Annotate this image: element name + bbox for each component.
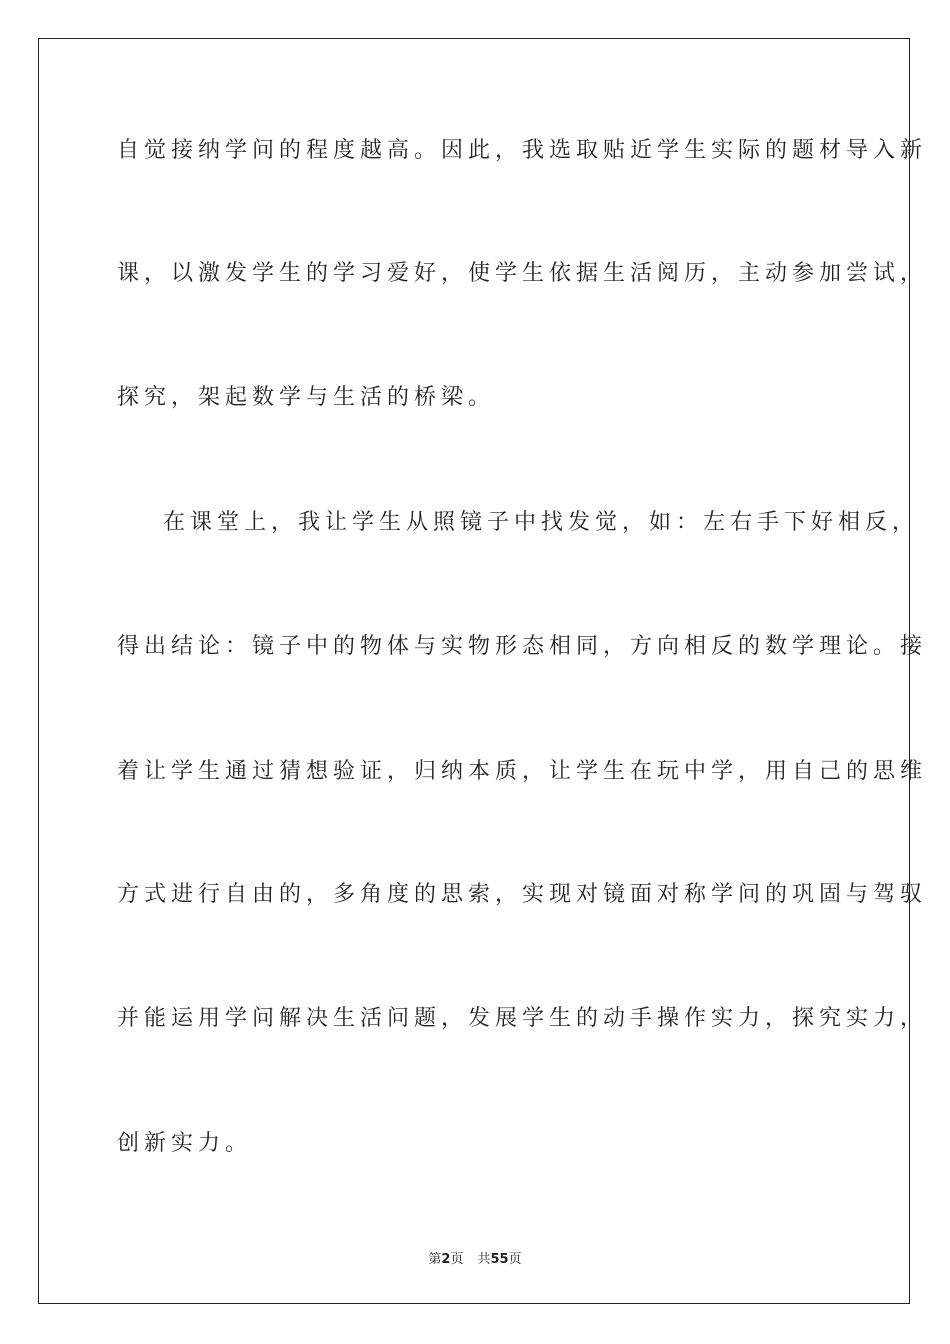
- text-line: 方式进行自由的，多角度的思索，实现对镜面对称学问的巩固与驾驭: [117, 882, 928, 907]
- page-prefix: 第: [428, 1252, 442, 1267]
- text-line: 课，以激发学生的学习爱好，使学生依据生活阅历，主动参加尝试，: [117, 261, 928, 286]
- text-line: 自觉接纳学问的程度越高。因此，我选取贴近学生实际的题材导入新: [117, 138, 928, 163]
- page-suffix: 页: [450, 1252, 464, 1267]
- total-pages: 55: [490, 1252, 509, 1267]
- text-line: 创新实力。: [117, 1131, 253, 1156]
- text-line: 得出结论：镜子中的物体与实物形态相同，方向相反的数学理论。接: [117, 634, 928, 659]
- page-border: [38, 38, 928, 1304]
- page-number: 2: [441, 1252, 451, 1267]
- text-line: 在课堂上，我让学生从照镜子中找发觉，如：左右手下好相反，: [163, 510, 920, 535]
- text-line: 着让学生通过猜想验证，归纳本质，让学生在玩中学，用自己的思维: [117, 759, 928, 784]
- total-prefix: 共: [477, 1252, 491, 1267]
- text-line: 并能运用学问解决生活问题，发展学生的动手操作实力，探究实力，: [117, 1006, 928, 1031]
- page-footer: [0, 1248, 950, 1267]
- total-suffix: 页: [508, 1252, 522, 1267]
- text-line: 探究，架起数学与生活的桥梁。: [117, 385, 496, 410]
